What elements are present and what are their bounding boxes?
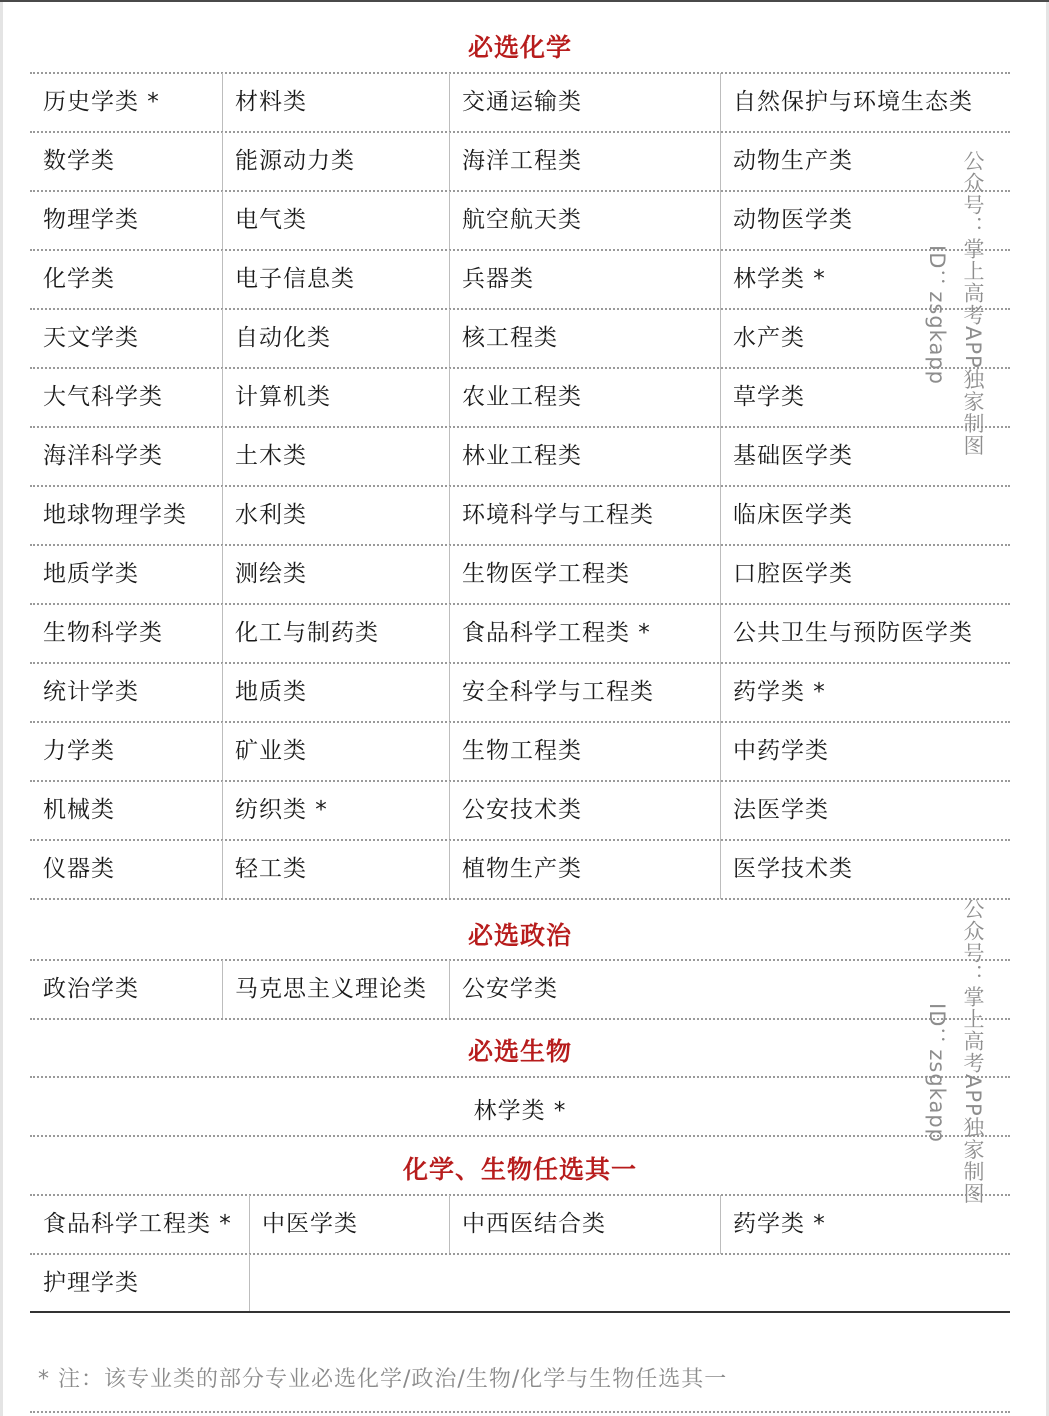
table-cell: 农业工程类 bbox=[462, 384, 582, 410]
table-cell: 地质学类 bbox=[43, 561, 139, 587]
column-divider bbox=[222, 840, 223, 899]
table-cell: 矿业类 bbox=[235, 738, 307, 764]
column-divider bbox=[720, 368, 721, 427]
section-title-chemistry: 必选化学 bbox=[467, 33, 572, 62]
column-divider bbox=[720, 545, 721, 604]
table-cell: 电子信息类 bbox=[235, 266, 355, 292]
column-divider bbox=[249, 1195, 250, 1254]
left-border bbox=[0, 0, 3, 1416]
table-cell: 公安技术类 bbox=[462, 797, 582, 823]
column-divider bbox=[449, 960, 450, 1019]
column-divider bbox=[720, 309, 721, 368]
table-cell: 食品科学工程类 * bbox=[43, 1211, 232, 1237]
column-divider bbox=[720, 722, 721, 781]
column-divider bbox=[449, 73, 450, 132]
column-divider bbox=[720, 191, 721, 250]
section-title-biology: 必选生物 bbox=[467, 1037, 572, 1066]
table-cell: 公安学类 bbox=[462, 976, 558, 1002]
row-divider bbox=[30, 1135, 1010, 1137]
table-cell: 护理学类 bbox=[43, 1270, 139, 1296]
column-divider bbox=[449, 486, 450, 545]
column-divider bbox=[720, 427, 721, 486]
table-cell: 中西医结合类 bbox=[462, 1211, 606, 1237]
table-cell: 自动化类 bbox=[235, 325, 331, 351]
table-cell: 交通运输类 bbox=[462, 89, 582, 115]
table-cell: 数学类 bbox=[43, 148, 115, 174]
table-cell: 林业工程类 bbox=[462, 443, 582, 469]
column-divider bbox=[222, 486, 223, 545]
column-divider bbox=[449, 191, 450, 250]
table-cell: 中药学类 bbox=[733, 738, 829, 764]
table-cell: 大气科学类 bbox=[43, 384, 163, 410]
table-cell: 马克思主义理论类 bbox=[235, 976, 427, 1002]
column-divider bbox=[720, 781, 721, 840]
column-divider bbox=[449, 1195, 450, 1254]
table-cell: 土木类 bbox=[235, 443, 307, 469]
table-cell: 环境科学与工程类 bbox=[462, 502, 654, 528]
table-cell: 基础医学类 bbox=[733, 443, 853, 469]
column-divider bbox=[720, 132, 721, 191]
column-divider bbox=[449, 250, 450, 309]
column-divider bbox=[449, 368, 450, 427]
table-cell: 公共卫生与预防医学类 bbox=[733, 620, 973, 646]
column-divider bbox=[249, 1254, 250, 1313]
column-divider bbox=[222, 604, 223, 663]
column-divider bbox=[720, 73, 721, 132]
table-bottom-rule bbox=[30, 1311, 1010, 1313]
table-cell: 物理学类 bbox=[43, 207, 139, 233]
column-divider bbox=[449, 545, 450, 604]
section-title-politics: 必选政治 bbox=[467, 921, 572, 950]
table-cell: 水利类 bbox=[235, 502, 307, 528]
column-divider bbox=[449, 427, 450, 486]
column-divider bbox=[222, 132, 223, 191]
table-cell: 地质类 bbox=[235, 679, 307, 705]
table-cell: 历史学类 * bbox=[43, 89, 160, 115]
table-cell: 药学类 * bbox=[733, 1211, 826, 1237]
table-cell: 化工与制药类 bbox=[235, 620, 379, 646]
column-divider bbox=[720, 1195, 721, 1254]
watermark-line2-top: ID：zsgkapp bbox=[925, 245, 949, 385]
table-cell: 草学类 bbox=[733, 384, 805, 410]
row-divider bbox=[30, 1076, 1010, 1078]
column-divider bbox=[449, 781, 450, 840]
table-cell: 航空航天类 bbox=[462, 207, 582, 233]
table-cell: 法医学类 bbox=[733, 797, 829, 823]
footnote: * 注：该专业类的部分专业必选化学/政治/生物/化学与生物任选其一 bbox=[38, 1367, 728, 1392]
table-cell: 临床医学类 bbox=[733, 502, 853, 528]
column-divider bbox=[720, 663, 721, 722]
table-cell: 安全科学与工程类 bbox=[462, 679, 654, 705]
column-divider bbox=[449, 132, 450, 191]
table-cell: 纺织类 * bbox=[235, 797, 328, 823]
table-cell: 力学类 bbox=[43, 738, 115, 764]
table-cell: 水产类 bbox=[733, 325, 805, 351]
column-divider bbox=[222, 545, 223, 604]
row-divider bbox=[30, 1018, 1010, 1020]
table-cell: 中医学类 bbox=[262, 1211, 358, 1237]
column-divider bbox=[449, 840, 450, 899]
column-divider bbox=[720, 604, 721, 663]
table-cell: 兵器类 bbox=[462, 266, 534, 292]
table-cell: 海洋科学类 bbox=[43, 443, 163, 469]
table-cell: 生物医学工程类 bbox=[462, 561, 630, 587]
table-cell: 口腔医学类 bbox=[733, 561, 853, 587]
table-cell: 能源动力类 bbox=[235, 148, 355, 174]
table-cell: 轻工类 bbox=[235, 856, 307, 882]
column-divider bbox=[720, 486, 721, 545]
column-divider bbox=[449, 722, 450, 781]
table-cell: 食品科学工程类 * bbox=[462, 620, 651, 646]
column-divider bbox=[222, 73, 223, 132]
table-cell: 药学类 * bbox=[733, 679, 826, 705]
watermark-line1-bottom: 公众号：掌上高考APP独家制图 bbox=[961, 898, 985, 1205]
table-cell: 动物生产类 bbox=[733, 148, 853, 174]
table-cell: 自然保护与环境生态类 bbox=[733, 89, 973, 115]
table-cell: 核工程类 bbox=[462, 325, 558, 351]
section-title-chem-or-bio: 化学、生物任选其一 bbox=[402, 1155, 637, 1184]
table-cell: 生物工程类 bbox=[462, 738, 582, 764]
table-cell: 天文学类 bbox=[43, 325, 139, 351]
table-cell: 计算机类 bbox=[235, 384, 331, 410]
column-divider bbox=[222, 368, 223, 427]
column-divider bbox=[449, 604, 450, 663]
table-cell: 地球物理学类 bbox=[43, 502, 187, 528]
table-cell: 林学类 * bbox=[473, 1098, 567, 1124]
table-cell: 电气类 bbox=[235, 207, 307, 233]
column-divider bbox=[222, 250, 223, 309]
table-cell: 植物生产类 bbox=[462, 856, 582, 882]
table-cell: 仪器类 bbox=[43, 856, 115, 882]
table-cell: 化学类 bbox=[43, 266, 115, 292]
column-divider bbox=[720, 250, 721, 309]
top-rule bbox=[0, 0, 1049, 2]
column-divider bbox=[222, 191, 223, 250]
column-divider bbox=[449, 663, 450, 722]
watermark-line2-bottom: ID：zsgkapp bbox=[925, 1003, 949, 1143]
table-cell: 林学类 * bbox=[733, 266, 826, 292]
table-cell: 医学技术类 bbox=[733, 856, 853, 882]
column-divider bbox=[222, 960, 223, 1019]
watermark-line1-top: 公众号：掌上高考APP独家制图 bbox=[961, 150, 985, 457]
table-cell: 材料类 bbox=[235, 89, 307, 115]
table-cell: 动物医学类 bbox=[733, 207, 853, 233]
table-cell: 政治学类 bbox=[43, 976, 139, 1002]
column-divider bbox=[222, 722, 223, 781]
column-divider bbox=[222, 309, 223, 368]
row-divider bbox=[30, 898, 1010, 900]
table-cell: 机械类 bbox=[43, 797, 115, 823]
row-divider bbox=[30, 1253, 1010, 1255]
table-cell: 海洋工程类 bbox=[462, 148, 582, 174]
table-cell: 测绘类 bbox=[235, 561, 307, 587]
table-cell: 生物科学类 bbox=[43, 620, 163, 646]
column-divider bbox=[720, 840, 721, 899]
footer-divider bbox=[30, 1411, 1010, 1413]
column-divider bbox=[449, 309, 450, 368]
column-divider bbox=[222, 781, 223, 840]
column-divider bbox=[222, 663, 223, 722]
column-divider bbox=[222, 427, 223, 486]
table-cell: 统计学类 bbox=[43, 679, 139, 705]
